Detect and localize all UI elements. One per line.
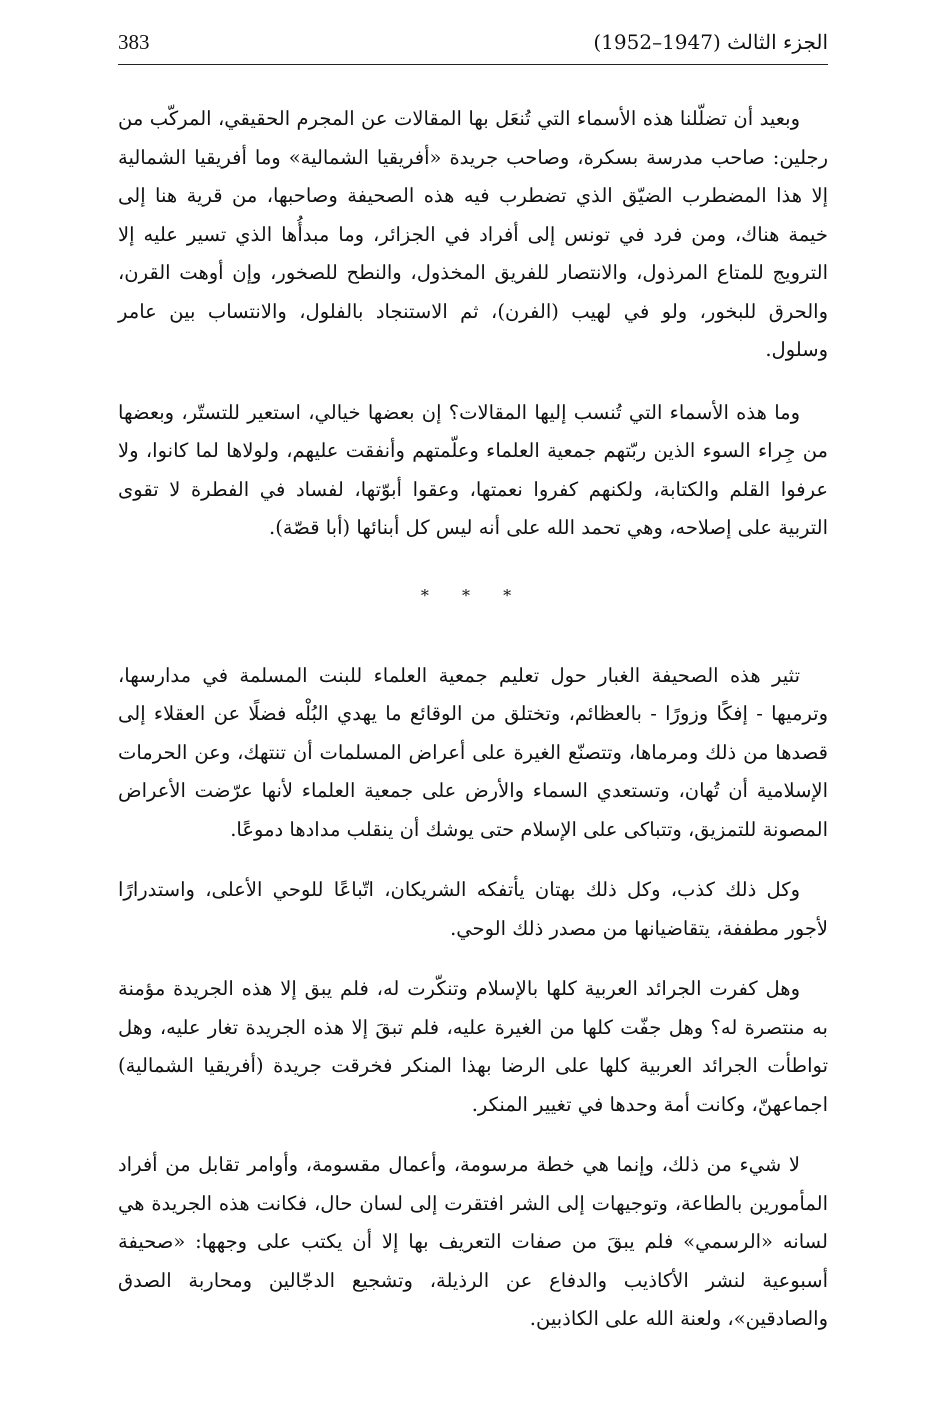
paragraph-3: تثير هذه الصحيفة الغبار حول تعليم جمعية العلماء للبنت المسلمة في مدارسها، وترميها - إفكًا وزورًا - بالعظائم، وتختلق من الوقائع ما يهدي البُلْه فضلًا عن العقلاء إلى قصدها من ذلك ومرماها، وتتصنّع الغيرة على أعراض المسلمات أن تنتهك، وعن الحرمات الإسلامية أن تُهان، وتستعدي السماء والأرض على جمعية العلماء لأنها عرّضت الأعراض المصونة للتمزيق، وتتباكى على الإسلام حتى يوشك أن ينقلب مدادها دموعًا. [118, 663, 828, 841]
page-header [118, 26, 828, 65]
paragraph-6: لا شيء من ذلك، وإنما هي خطة مرسومة، وأعمال مقسومة، وأوامر تقابل من أفراد المأمورين بالطاعة، وتوجيهات إلى الشر افتقرت إلى لسان حال، فكانت هذه الجريدة هي لسانه «الرسمي» فلم يبقَ من صفات التعريف بها إلا أن يكتب على وجهها: «صحيفة أسبوعية لنشر الأكاذيب والدفاع عن الرذيلة، وتشجيع الدجّالين ومحاربة الصدق والصادقين»، ولعنة الله على الكاذبين. [118, 1153, 828, 1330]
paragraph-2: وما هذه الأسماء التي تُنسب إليها المقالات؟ إن بعضها خيالي، استعير للتستّر، وبعضها من جِراء السوء الذين ربّتهم جمعية العلماء وعلّمتهم وأنفقت عليهم، ولولاها لما كانوا، ولا عرفوا القلم والكتابة، ولكنهم كفروا نعمتها، وعقوا أبوّتها، لفساد في الفطرة لا تقوى التربية على إصلاحه، وهي تحمد الله على أنه ليس كل أبنائها (أبا قصّة). [118, 400, 828, 539]
body-text [118, 100, 828, 1339]
paragraph-1: وبعيد أن تضلّلنا هذه الأسماء التي تُنعَل بها المقالات عن المجرم الحقيقي، المركّب من رجلين: صاحب مدرسة بسكرة، وصاحب جريدة «أفريقيا الشمالية» وما أفريقيا الشمالية إلا هذا المضطرب الضيّق الذي تضطرب فيه هذه الصحيفة وصاحبها، من قرية هنا إلى خيمة هناك، ومن فرد في تونس إلى أفراد في الجزائر، وما مبدأُها الذي تسير عليه إلا الترويج للمتاع المرذول، والانتصار للفريق المخذول، والنطح للصخور، وإن أوهت القرن، والحرق للبخور، ولو في لهيب (الفرن)، ثم الاستنجاد بالفلول، والانتساب بين عامر وسلول. [118, 107, 828, 361]
paragraph-4: وكل ذلك كذب، وكل ذلك بهتان يأتفكه الشريكان، اتّباعًا للوحي الأعلى، واستدرارًا لأجور مطففة، يتقاضيانها من مصدر ذلك الوحي. [118, 878, 828, 940]
running-title: الجزء الثالث (1947–1952) [593, 30, 828, 54]
section-separator: * * * [420, 585, 526, 605]
paragraph-5: وهل كفرت الجرائد العربية كلها بالإسلام وتنكّرت له، فلم يبق إلا هذه الجريدة مؤمنة به منتصرة له؟ وهل جفّت كلها من الغيرة عليه، فلم تبقَ إلا هذه الجريدة تغار عليه، وهل تواطأت الجرائد العربية كلها على الرضا بهذا المنكر فخرقت جريدة (أفريقيا الشمالية) اجماعهنّ، وكانت أمة وحدها في تغيير المنكر. [118, 977, 828, 1116]
page-number: 383 [118, 30, 150, 54]
